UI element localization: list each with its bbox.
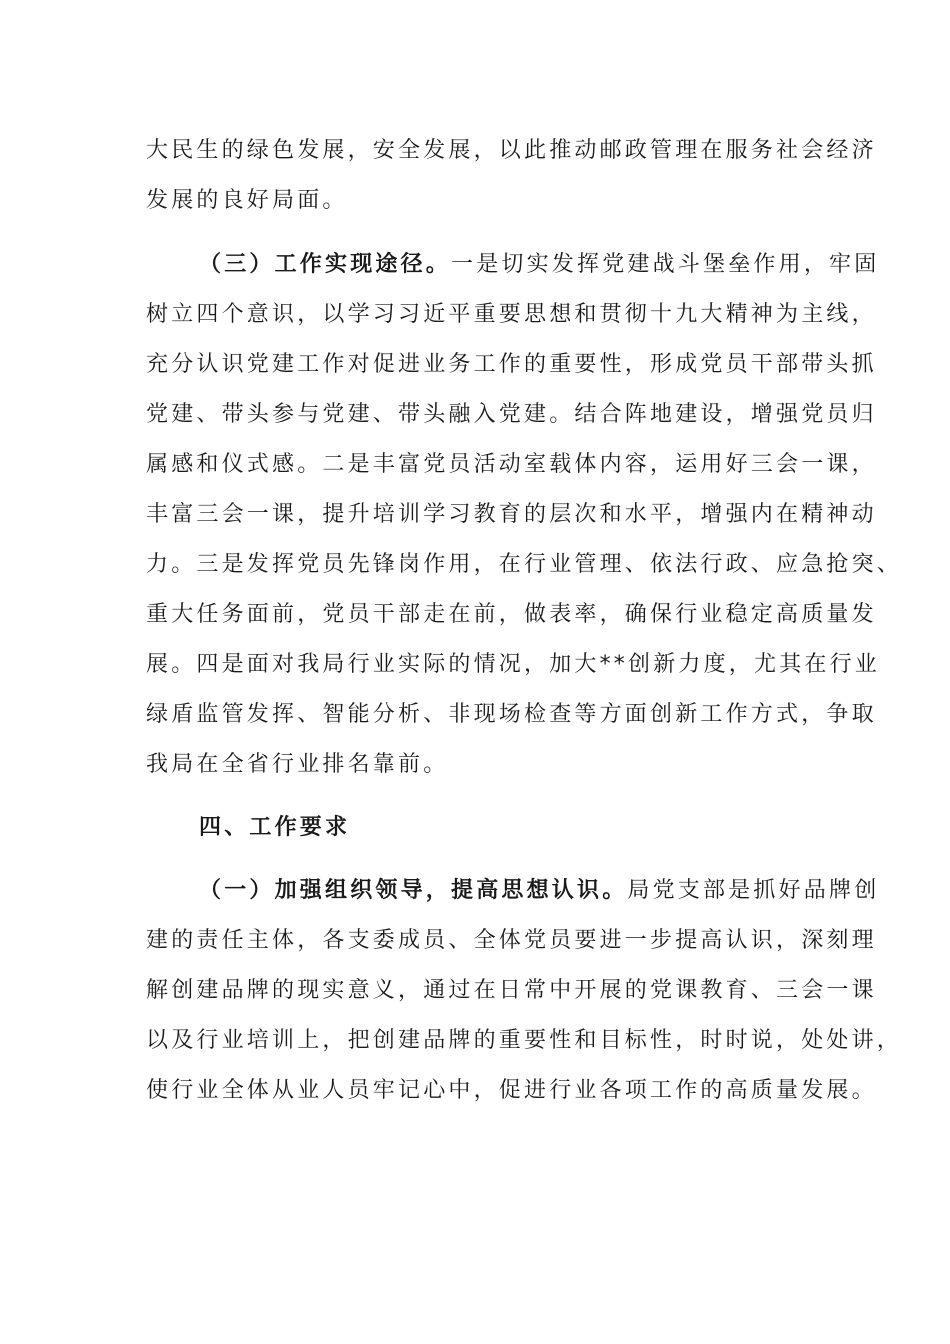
subsection-one-first-line <box>199 876 879 906</box>
paragraph-line: 以及行业培训上，把创建品牌的重要性和目标性，时时说，处处讲， <box>146 1028 903 1053</box>
paragraph-line: 解创建品牌的现实意义，通过在日常中开展的党课教育、三会一课 <box>146 978 877 1003</box>
section-three-text: 一是切实发挥党建战斗堡垒作用，牢固 <box>451 252 880 277</box>
paragraph-line: 大民生的绿色发展，安全发展，以此推动邮政管理在服务社会经济 <box>146 138 877 163</box>
paragraph-line: 重大任务面前，党员干部走在前，做表率，确保行业稳定高质量发 <box>146 602 877 627</box>
paragraph-line: 充分认识党建工作对促进业务工作的重要性，形成党员干部带头抓 <box>146 352 877 377</box>
paragraph-line: 我局在全省行业排名靠前。 <box>146 752 449 777</box>
paragraph-line: 属感和仪式感。二是丰富党员活动室载体内容，运用好三会一课， <box>146 452 877 477</box>
paragraph-line: 丰富三会一课，提升培训学习教育的层次和水平，增强内在精神动 <box>146 502 877 527</box>
paragraph-line: 使行业全体从业人员牢记心中，促进行业各项工作的高质量发展。 <box>146 1078 877 1103</box>
paragraph-line: 发展的良好局面。 <box>146 188 348 213</box>
paragraph-line: 党建、带头参与党建、带头融入党建。结合阵地建设，增强党员归 <box>146 402 877 427</box>
paragraph-line: 建的责任主体，各支委成员、全体党员要进一步提高认识，深刻理 <box>146 928 877 953</box>
paragraph-line: 展。四是面对我局行业实际的情况，加大**创新力度，尤其在行业 <box>146 652 881 677</box>
paragraph-line: 树立四个意识，以学习习近平重要思想和贯彻十九大精神为主线， <box>146 302 877 327</box>
subsection-one-text: 局党支部是抓好品牌创 <box>627 878 880 903</box>
subsection-one-heading: （一）加强组织领导，提高思想认识。 <box>199 878 628 903</box>
section-three-first-line <box>199 250 879 280</box>
paragraph-line: 力。三是发挥党员先锋岗作用，在行业管理、依法行政、应急抢突、 <box>146 552 903 577</box>
section-three-heading: （三）工作实现途径。 <box>199 252 452 277</box>
section-four-title: 四、工作要求 <box>199 815 351 840</box>
paragraph-line: 绿盾监管发挥、智能分析、非现场检查等方面创新工作方式，争取 <box>146 702 877 727</box>
